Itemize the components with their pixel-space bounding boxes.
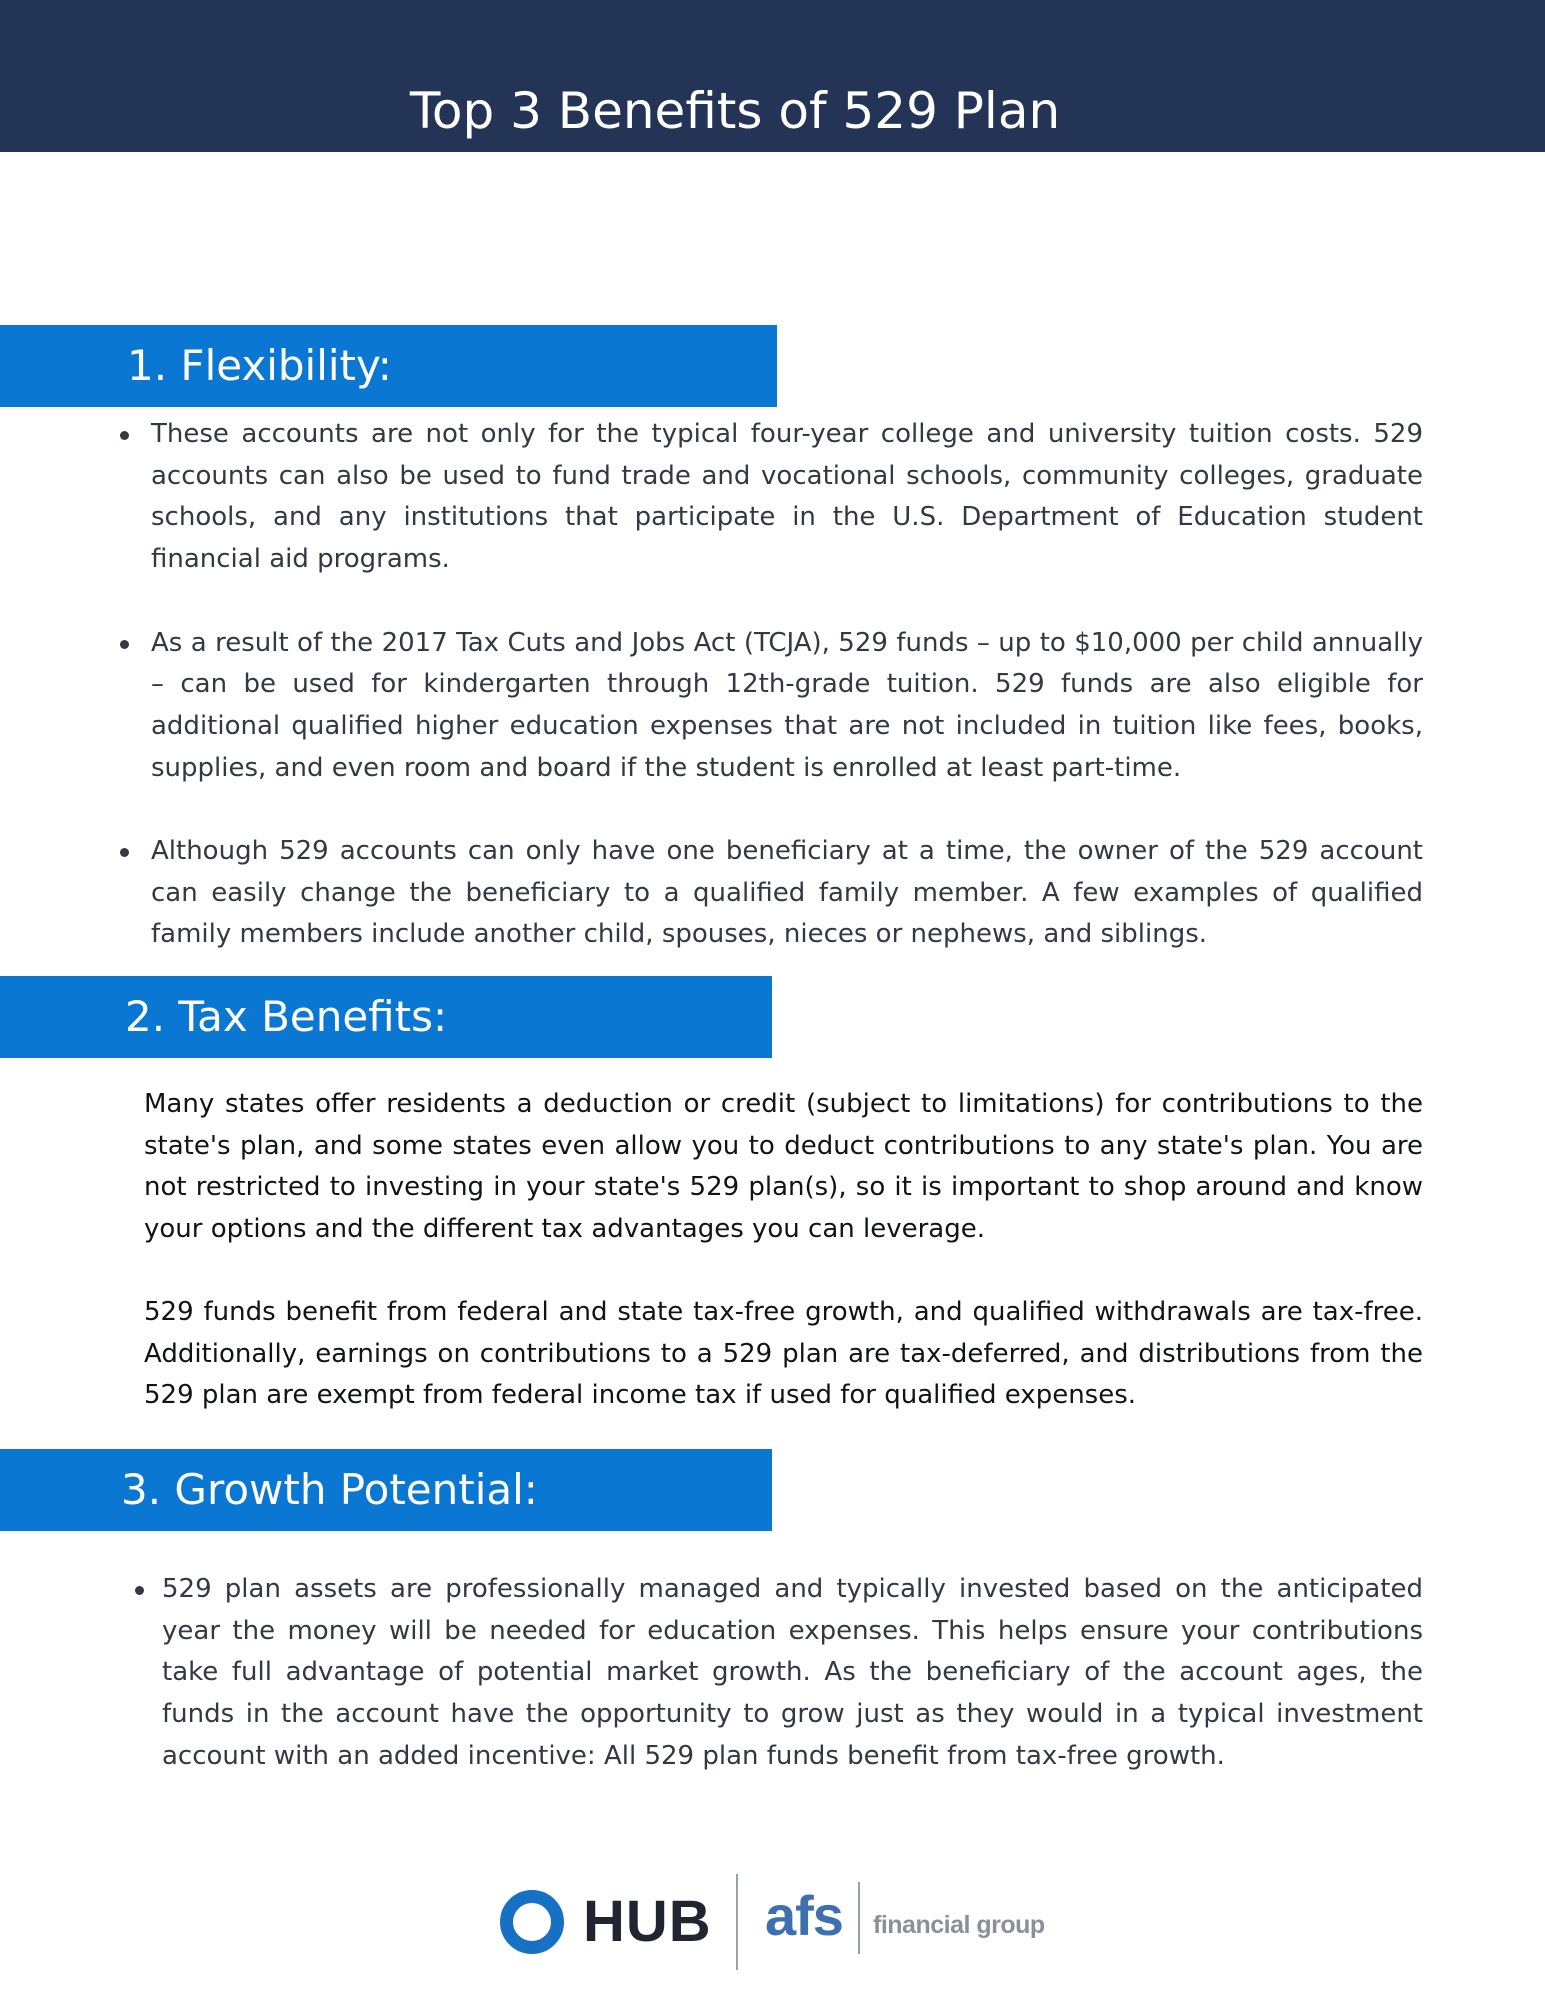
bullet-icon [120, 640, 129, 649]
section-banner-flexibility [0, 325, 777, 407]
tax-benefits-paragraph-1: Many states offer residents a deduction or credit (subject to limitations) for contributions to the state's plan, and some states even allow you to deduct contributions to any state's plan. You are not restricted to investing in your state's 529 plan(s), so it is important to shop around and know your options and the different tax advantages you can leverage. [144, 1089, 1423, 1245]
flexibility-bullet-list [151, 414, 1423, 956]
list-item [151, 831, 1423, 956]
growth-potential-bullet-list [162, 1569, 1423, 1778]
footer-logos [0, 1870, 1545, 1970]
bullet-text: These accounts are not only for the typical four-year college and university tuition costs. 529 accounts can also be used to fund trade and vocational schools, community colleges, graduate schools, and any institutions that participate in the U.S. Department of Education student financial aid programs. [151, 419, 1423, 575]
hub-logo-circle-icon [500, 1890, 564, 1954]
bullet-text: Although 529 accounts can only have one beneficiary at a time, the owner of the 529 account can easily change the beneficiary to a qualified family member. A few examples of qualified family members include another child, spouses, nieces or nephews, and siblings. [151, 836, 1423, 950]
page-title: Top 3 Benefits of 529 Plan [409, 82, 1061, 140]
bullet-icon [120, 848, 129, 857]
tax-benefits-paragraph-2: 529 funds benefit from federal and state tax-free growth, and qualified withdrawals are tax-free. Additionally, earnings on contributions to a 529 plan are tax-deferred, and distributions from the 529 plan are exempt from federal income tax if used for qualified expenses. [144, 1297, 1423, 1411]
list-item [151, 414, 1423, 581]
section-heading-flexibility: 1. Flexibility: [127, 341, 392, 390]
afs-logo-divider [858, 1882, 860, 1954]
header-bar [0, 0, 1545, 152]
list-item [162, 1569, 1423, 1778]
section-heading-growth-potential: 3. Growth Potential: [121, 1465, 538, 1514]
logo-divider [736, 1874, 738, 1970]
afs-logo-text: afs [765, 1884, 843, 1947]
afs-logo-subtext: financial group [873, 1911, 1045, 1939]
bullet-icon [135, 1586, 144, 1595]
list-item [151, 623, 1423, 790]
section-banner-growth-potential [0, 1449, 772, 1531]
section-heading-tax-benefits: 2. Tax Benefits: [125, 992, 448, 1041]
section-banner-tax-benefits [0, 976, 772, 1058]
bullet-icon [120, 431, 129, 440]
hub-logo-text: HUB [583, 1889, 712, 1954]
bullet-text: As a result of the 2017 Tax Cuts and Jobs Act (TCJA), 529 funds – up to $10,000 per child annually – can be used for kindergarten through 12th-grade tuition. 529 funds are also eligible for additional qualified higher education expenses that are not included in tuition like fees, books, supplies, and even room and board if the student is enrolled at least part-time. [151, 627, 1423, 783]
bullet-text: 529 plan assets are professionally managed and typically invested based on the anticipated year the money will be needed for education expenses. This helps ensure your contributions take full advantage of potential market growth. As the beneficiary of the account ages, the funds in the account have the opportunity to grow just as they would in a typical investment account with an added incentive: All 529 plan funds benefit from tax-free growth. [162, 1574, 1423, 1771]
